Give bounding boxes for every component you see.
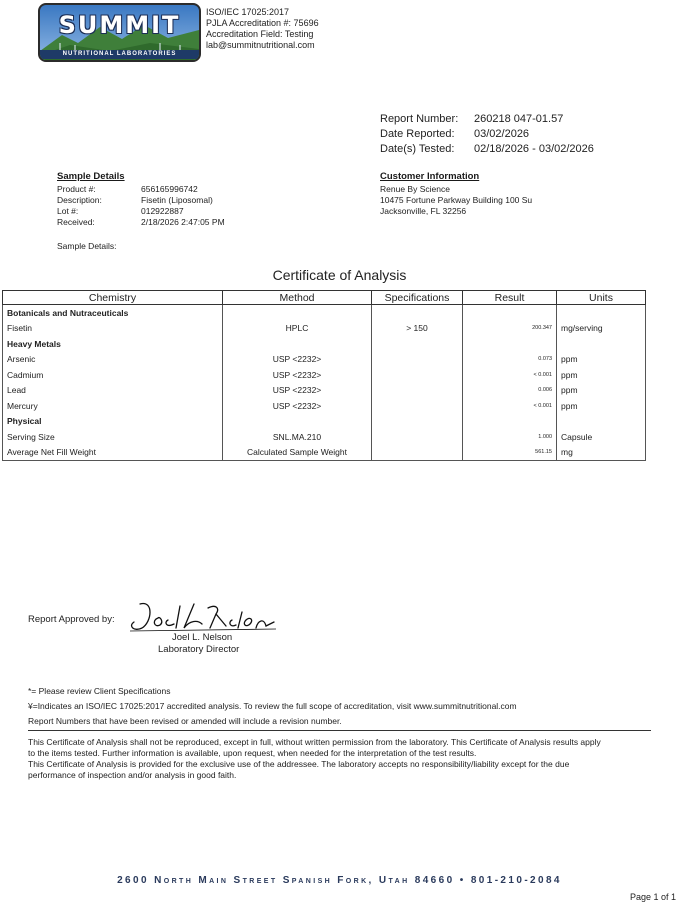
product-value: 656165996742 [141,184,198,194]
chemistry-cell: Average Net Fill Weight [3,445,223,461]
method-cell: USP <2232> [223,367,372,383]
method-cell: USP <2232> [223,383,372,399]
sample-details-note-label: Sample Details: [57,241,117,251]
description-label: Description: [57,195,102,205]
method-cell: HPLC [223,321,372,337]
customer-name: Renue By Science [380,184,450,194]
units-cell: ppm [557,383,646,399]
disclaimer-line: performance of inspection and/or analysis in good faith. [28,770,237,780]
page-number: Page 1 of 1 [629,892,676,902]
chemistry-cell: Mercury [3,398,223,414]
approver-name: Joel L. Nelson [172,632,233,643]
units-cell: mg [557,445,646,461]
units-cell: mg/serving [557,321,646,337]
column-header-method: Method [223,291,372,305]
accreditation-pjla: PJLA Accreditation #: 75696 [206,18,319,28]
disclaimer-line: This Certificate of Analysis is provided for the exclusive use of the addressee. The laboratory accepts no responsibility/liability except for the due [28,759,570,769]
table-row [3,367,646,383]
group-label-botanicals: Botanicals and Nutraceuticals [3,305,223,321]
footnote-client-specs: *= Please review Client Specifications [28,686,171,696]
date-reported-value: 03/02/2026 [474,128,530,140]
result-cell: 1.000 [463,429,557,445]
logo-subtitle: NUTRITIONAL LABORATORIES [40,50,199,59]
chemistry-cell: Arsenic [3,352,223,368]
date-reported-label: Date Reported: [380,128,455,140]
result-cell: 0.073 [463,352,557,368]
date-tested-value: 02/18/2026 - 03/02/2026 [474,143,594,155]
chemistry-cell: Serving Size [3,429,223,445]
spec-cell: > 150 [372,321,463,337]
logo-wordmark: SUMMIT [58,11,181,39]
results-table [2,290,646,461]
group-label-physical: Physical [3,414,223,430]
lot-value: 012922887 [141,206,184,216]
result-cell: 200.347 [463,321,557,337]
sample-row [57,184,225,195]
column-header-chemistry: Chemistry [3,291,223,305]
document-title: Certificate of Analysis [272,267,407,283]
spec-cell [372,367,463,383]
accreditation-field: Accreditation Field: Testing [206,29,314,39]
column-header-units: Units [557,291,646,305]
disclaimer-line: to the items tested. Further information is available, upon request, when needed for the interpretation of the test results. [28,748,477,758]
spec-cell [372,429,463,445]
sample-details-title: Sample Details [57,171,125,182]
approver-role: Laboratory Director [158,644,240,655]
units-cell: Capsule [557,429,646,445]
spec-cell [372,352,463,368]
sample-row [57,206,225,217]
method-cell: SNL.MA.210 [223,429,372,445]
units-cell: ppm [557,352,646,368]
date-tested-label: Date(s) Tested: [380,143,455,155]
group-row [3,336,646,352]
group-row [3,305,646,321]
table-row [3,352,646,368]
report-number-value: 260218 047-01.57 [474,113,564,125]
method-cell: USP <2232> [223,398,372,414]
report-number-label: Report Number: [380,113,459,125]
method-cell: Calculated Sample Weight [223,445,372,461]
chemistry-cell: Lead [3,383,223,399]
units-cell: ppm [557,398,646,414]
result-cell: < 0.001 [463,367,557,383]
disclaimer-block [28,737,668,781]
table-header-row [3,291,646,305]
group-row [3,414,646,430]
column-header-specifications: Specifications [372,291,463,305]
chemistry-cell: Fisetin [3,321,223,337]
summit-logo [38,3,201,62]
sample-details-block [57,184,225,228]
chemistry-cell: Cadmium [3,367,223,383]
received-label: Received: [57,217,95,227]
units-cell: ppm [557,367,646,383]
description-value: Fisetin (Liposomal) [141,195,213,205]
lot-label: Lot #: [57,206,79,216]
product-label: Product #: [57,184,96,194]
sample-row [57,195,225,206]
table-row [3,445,646,461]
table-row [3,383,646,399]
received-value: 2/18/2026 2:47:05 PM [141,217,225,227]
footnote-revision: Report Numbers that have been revised or amended will include a revision number. [28,716,342,726]
accreditation-block [206,7,319,51]
result-cell: 0.006 [463,383,557,399]
spec-cell [372,383,463,399]
result-cell: 561.15 [463,445,557,461]
sample-row [57,217,225,228]
column-header-result: Result [463,291,557,305]
lab-email: lab@summitnutritional.com [206,40,315,50]
table-row [3,321,646,337]
signature-icon [124,598,280,634]
method-cell: USP <2232> [223,352,372,368]
result-cell: < 0.001 [463,398,557,414]
customer-city-line: Jacksonville, FL 32256 [380,206,467,216]
customer-info-title: Customer Information [380,171,480,182]
disclaimer-line: This Certificate of Analysis shall not be reproduced, except in full, without written permission from the laboratory. This Certificate of Analysis results apply [28,737,601,747]
customer-address-line: 10475 Fortune Parkway Building 100 Su [380,195,533,205]
lab-address-footer: 2600 North Main Street Spanish Fork, Utah 84660 • 801-210-2084 [117,875,562,886]
table-row [3,398,646,414]
spec-cell [372,398,463,414]
group-label-heavy-metals: Heavy Metals [3,336,223,352]
footnotes-block [28,685,517,728]
accreditation-iso: ISO/IEC 17025:2017 [206,7,290,17]
table-row [3,429,646,445]
spec-cell [372,445,463,461]
customer-info-block [380,184,532,217]
approved-by-label: Report Approved by: [28,614,115,625]
divider [28,730,651,731]
footnote-accreditation: ¥=Indicates an ISO/IEC 17025:2017 accredited analysis. To review the full scope of accreditation, visit www.summitnutritional.com [28,701,517,711]
